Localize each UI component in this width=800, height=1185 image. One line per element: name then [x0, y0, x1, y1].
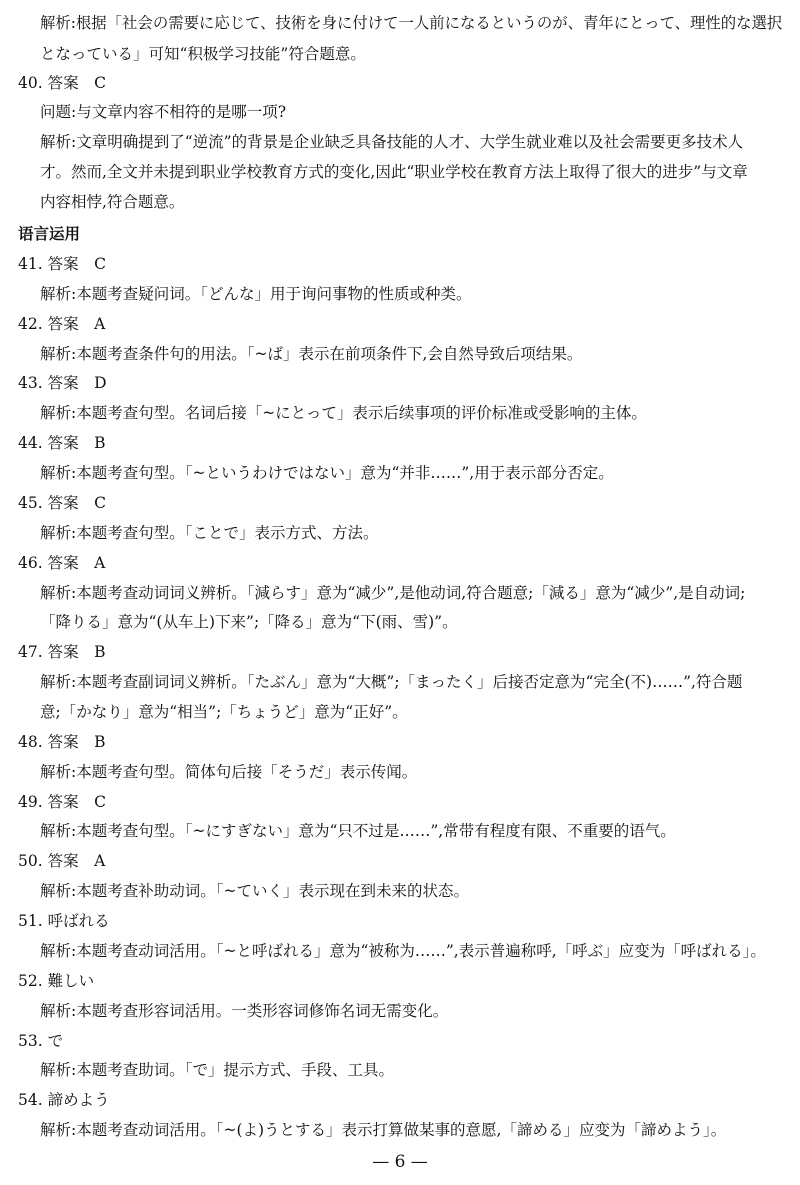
analysis-text-40: 才。然而,全文并未提到职业学校教育方式的变化,因此“职业学校在教育方法上取得了很大的进步”与文章: [40, 163, 748, 181]
answer-line-47: 47. 答案 B: [18, 643, 106, 661]
analysis-text-51: 解析:本题考查动词活用。「~と呼ばれる」意为“被称为……”,表示普遍称呼,「呼ぶ」应变为「呼ばれる」。: [40, 942, 766, 960]
answer-line-50: 50. 答案 A: [18, 852, 106, 870]
analysis-text-52: 解析:本题考查形容词活用。一类形容词修饰名词无需变化。: [40, 1002, 449, 1020]
answer-line-48: 48. 答案 B: [18, 733, 106, 751]
analysis-text-53: 解析:本题考查助词。「で」提示方式、手段、工具。: [40, 1061, 394, 1079]
analysis-text: となっている」可知“积极学习技能”符合题意。: [40, 45, 366, 63]
analysis-text-47: 解析:本题考查副词词义辨析。「たぶん」意为“大概”;「まったく」后接否定意为“完全(不)……”,符合题: [40, 673, 743, 691]
answer-line-53: 53. で: [18, 1032, 64, 1050]
analysis-text: 解析:根据「社会の需要に応じて、技術を身に付けて一人前になるというのが、青年にとって、理性的な選択: [40, 14, 783, 32]
analysis-text-46: 「降りる」意为“(从车上)下来”;「降る」意为“下(雨、雪)”。: [40, 613, 458, 631]
answer-line-41: 41. 答案 C: [18, 255, 106, 273]
answer-line-40: 40. 答案 C: [18, 74, 106, 92]
section-title: 语言运用: [18, 225, 81, 243]
analysis-text-40: 解析:文章明确提到了“逆流”的背景是企业缺乏具备技能的人才、大学生就业难以及社会需要更多技术人: [40, 133, 744, 151]
answer-line-42: 42. 答案 A: [18, 315, 106, 333]
analysis-text-48: 解析:本题考查句型。简体句后接「そうだ」表示传闻。: [40, 763, 418, 781]
answer-line-52: 52. 難しい: [18, 972, 95, 990]
question-text-40: 问题:与文章内容不相符的是哪一项?: [40, 103, 287, 121]
analysis-text-54: 解析:本题考查动词活用。「~(よ)うとする」表示打算做某事的意愿,「諦める」应变为「諦めよう」。: [40, 1121, 727, 1139]
analysis-text-41: 解析:本题考查疑问词。「どんな」用于询问事物的性质或种类。: [40, 285, 472, 303]
answer-line-51: 51. 呼ばれる: [18, 912, 110, 930]
analysis-text-49: 解析:本题考查句型。「~にすぎない」意为“只不过是……”,常带有程度有限、不重要的语气。: [40, 822, 676, 840]
answer-line-43: 43. 答案 D: [18, 374, 107, 392]
analysis-text-44: 解析:本题考查句型。「~というわけではない」意为“并非……”,用于表示部分否定。: [40, 464, 614, 482]
answer-line-44: 44. 答案 B: [18, 434, 106, 452]
analysis-text-42: 解析:本题考查条件句的用法。「~ば」表示在前项条件下,会自然导致后项结果。: [40, 345, 583, 363]
answer-line-45: 45. 答案 C: [18, 494, 106, 512]
answer-line-46: 46. 答案 A: [18, 554, 106, 572]
analysis-text-46: 解析:本题考查动词词义辨析。「減らす」意为“减少”,是他动词,符合题意;「減る」意为“减少”,是自动词;: [40, 584, 746, 602]
answer-line-54: 54. 諦めよう: [18, 1091, 110, 1109]
page-number: — 6 —: [372, 1152, 428, 1172]
analysis-text-45: 解析:本题考查句型。「ことで」表示方式、方法。: [40, 524, 379, 542]
analysis-text-40: 内容相悖,符合题意。: [40, 193, 185, 211]
answer-line-49: 49. 答案 C: [18, 793, 106, 811]
analysis-text-47: 意;「かなり」意为“相当”;「ちょうど」意为“正好”。: [40, 703, 408, 721]
analysis-text-43: 解析:本题考查句型。名词后接「~にとって」表示后续事项的评价标准或受影响的主体。: [40, 404, 647, 422]
analysis-text-50: 解析:本题考查补助动词。「~ていく」表示现在到未来的状态。: [40, 882, 469, 900]
